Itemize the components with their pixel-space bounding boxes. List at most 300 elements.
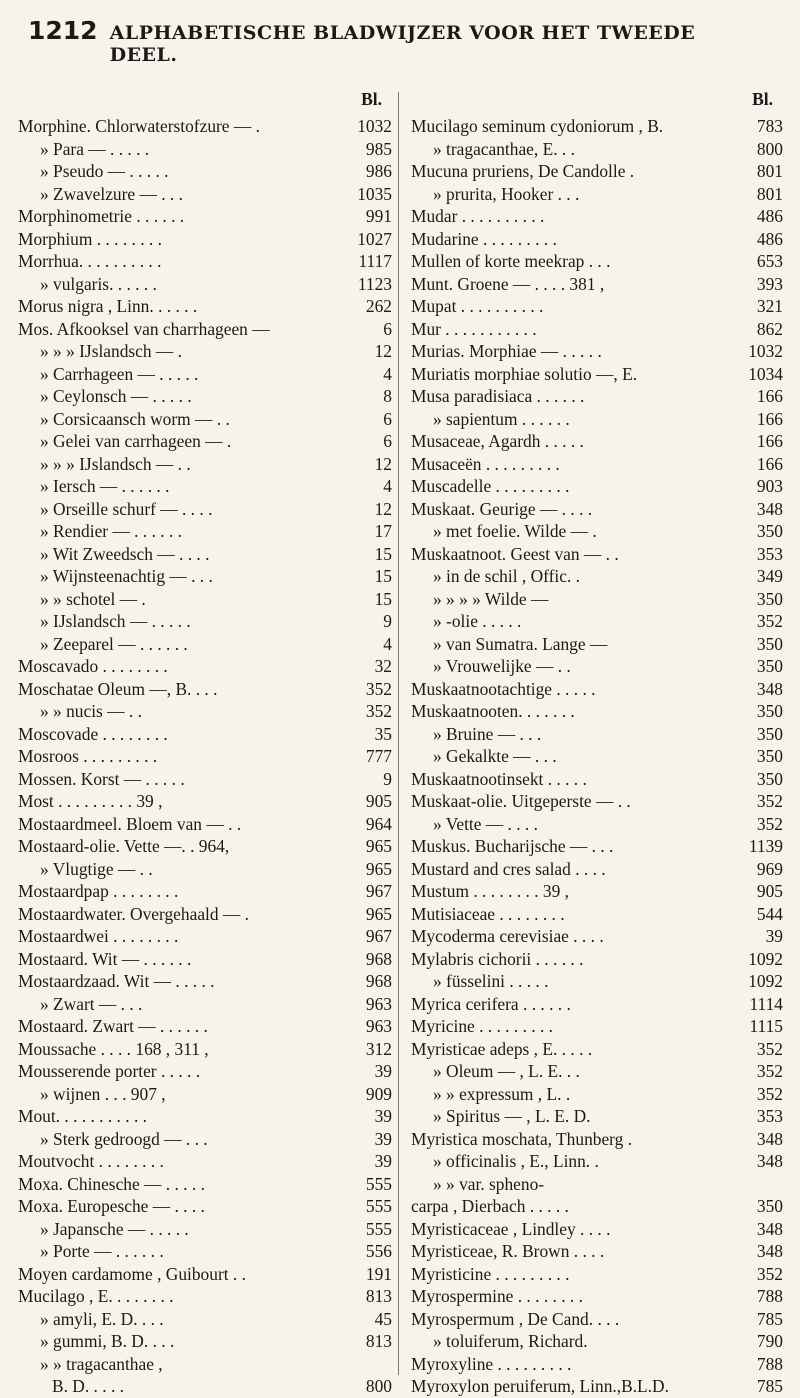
entry-page-number: 486 xyxy=(754,205,783,228)
entry-term: Mucilago seminum cydoniorum , B. xyxy=(411,116,664,136)
entry-page-number: 1032 xyxy=(354,115,392,138)
entry-term: » sapientum . . . . . . xyxy=(433,408,570,429)
entry-term: » vulgaris. . . . . . xyxy=(40,273,157,294)
entry-page-number: 6 xyxy=(380,318,392,341)
index-entry xyxy=(18,1353,392,1376)
index-entry xyxy=(18,858,392,881)
entry-term: Mustum . . . . . . . . 39 , xyxy=(411,881,569,901)
index-entry xyxy=(18,1173,392,1196)
entry-page-number: 191 xyxy=(363,1263,392,1286)
index-entry xyxy=(411,160,783,183)
entry-page-number: 39 xyxy=(763,925,783,948)
entry-term: » » » IJslandsch — . . xyxy=(40,453,191,474)
entry-term: Morus nigra , Linn. . . . . . xyxy=(18,296,198,316)
entry-term: Mylabris cichorii . . . . . . xyxy=(411,948,584,969)
entry-term: » Zeeparel — . . . . . . xyxy=(40,633,188,654)
column-heading xyxy=(18,89,392,115)
index-entry xyxy=(411,520,783,543)
entry-page-number: 486 xyxy=(754,228,783,251)
entry-term: » -olie . . . . . xyxy=(433,611,522,631)
index-entry xyxy=(18,610,392,633)
entry-page-number: 964 xyxy=(363,813,392,836)
entry-term: Moutvocht . . . . . . . . xyxy=(18,1151,164,1171)
entry-term: » Sterk gedroogd — . . . xyxy=(40,1128,208,1149)
entry-term: » Spiritus — , L. E. D. xyxy=(433,1106,591,1126)
index-entry xyxy=(18,633,392,656)
index-entry xyxy=(18,1308,392,1331)
entry-term: » Pseudo — . . . . . xyxy=(40,161,169,181)
index-entry xyxy=(18,1150,392,1173)
entry-page-number: 321 xyxy=(754,295,783,318)
entry-term: » » » » Wilde — xyxy=(433,588,549,609)
entry-term: Mudarine . . . . . . . . . xyxy=(411,228,557,249)
entry-page-number: 352 xyxy=(754,1060,783,1083)
entry-term: Myristicine . . . . . . . . . xyxy=(411,1263,570,1284)
entry-list xyxy=(411,115,783,1398)
entry-term: carpa , Dierbach . . . . . xyxy=(411,1196,569,1216)
entry-term: B. D. . . . . xyxy=(52,1376,124,1396)
entry-page-number: 6 xyxy=(380,430,392,453)
entry-term: » füsselini . . . . . xyxy=(433,971,549,991)
entry-page-number: 166 xyxy=(754,408,783,431)
index-entry xyxy=(411,1128,783,1151)
index-entry xyxy=(18,565,392,588)
entry-page-number: 800 xyxy=(754,138,783,161)
entry-page-number: 348 xyxy=(754,1150,783,1173)
index-entry xyxy=(18,475,392,498)
index-entry xyxy=(411,655,783,678)
index-entry xyxy=(18,970,392,993)
entry-term: » van Sumatra. Lange — xyxy=(433,633,608,654)
entry-term: Mostaardzaad. Wit — . . . . . xyxy=(18,971,215,991)
index-entry xyxy=(18,385,392,408)
entry-term: Morphium . . . . . . . . xyxy=(18,228,162,249)
entry-term: Mudar . . . . . . . . . . xyxy=(411,206,545,226)
entry-term: Musaceae, Agardh . . . . . xyxy=(411,431,584,451)
entry-term: Moschatae Oleum —, B. . . . xyxy=(18,678,218,699)
index-entry xyxy=(411,1038,783,1061)
index-entry xyxy=(18,340,392,363)
entry-page-number: 969 xyxy=(754,858,783,881)
entry-term: » Gelei van carrhageen — . xyxy=(40,431,232,451)
entry-page-number: 348 xyxy=(754,1240,783,1263)
index-entry xyxy=(18,183,392,206)
entry-term: Mossen. Korst — . . . . . xyxy=(18,768,185,789)
index-entry xyxy=(18,160,392,183)
index-entry xyxy=(411,970,783,993)
index-entry xyxy=(18,430,392,453)
index-entry xyxy=(18,408,392,431)
entry-term: » amyli, E. D. . . . xyxy=(40,1308,164,1329)
entry-term: » toluiferum, Richard. xyxy=(433,1331,588,1351)
entry-term: Muskaat-olie. Uitgeperste — . . xyxy=(411,791,631,811)
entry-page-number: 350 xyxy=(754,588,783,611)
entry-page-number: 985 xyxy=(363,138,392,161)
index-entry xyxy=(411,453,783,476)
entry-term: » Rendier — . . . . . . xyxy=(40,521,183,541)
entry-term: » Zwavelzure — . . . xyxy=(40,183,183,204)
entry-page-number: 862 xyxy=(754,318,783,341)
entry-page-number: 35 xyxy=(372,723,392,746)
entry-term: Moxa. Chinesche — . . . . . xyxy=(18,1173,205,1194)
index-entry xyxy=(411,1060,783,1083)
entry-page-number: 986 xyxy=(363,160,392,183)
index-entry xyxy=(18,1263,392,1286)
entry-term: Morphinometrie . . . . . . xyxy=(18,206,185,226)
index-entry xyxy=(18,835,392,858)
entry-term: » » var. spheno- xyxy=(433,1173,545,1194)
index-entry xyxy=(411,183,783,206)
entry-term: » » » IJslandsch — . xyxy=(40,341,183,361)
entry-term: » Wit Zweedsch — . . . . xyxy=(40,543,210,564)
index-entry xyxy=(18,745,392,768)
entry-page-number: 352 xyxy=(754,813,783,836)
index-entry xyxy=(411,1285,783,1308)
index-entry xyxy=(411,1330,783,1353)
index-entry xyxy=(18,678,392,701)
entry-page-number: 352 xyxy=(754,1263,783,1286)
entry-term: » Para — . . . . . xyxy=(40,138,150,159)
entry-page-number: 352 xyxy=(754,790,783,813)
index-entry xyxy=(411,813,783,836)
entry-page-number: 801 xyxy=(754,160,783,183)
index-entry xyxy=(411,700,783,723)
entry-term: Mostaardmeel. Bloem van — . . xyxy=(18,813,242,834)
entry-page-number: 350 xyxy=(754,723,783,746)
entry-term: Mostaardwei . . . . . . . . xyxy=(18,926,179,946)
entry-page-number: 1123 xyxy=(355,273,392,296)
entry-term: » Ceylonsch — . . . . . xyxy=(40,386,192,406)
index-entry xyxy=(18,880,392,903)
entry-term: » prurita, Hooker . . . xyxy=(433,183,580,204)
index-entry xyxy=(18,228,392,251)
entry-page-number: 909 xyxy=(363,1083,392,1106)
index-entry xyxy=(18,1083,392,1106)
entry-term: » tragacanthae, E. . . xyxy=(433,138,575,159)
entry-page-number: 12 xyxy=(372,498,392,521)
index-entry xyxy=(18,1330,392,1353)
index-entry xyxy=(18,1218,392,1241)
index-entry xyxy=(18,723,392,746)
index-entry xyxy=(411,993,783,1016)
entry-page-number: 1032 xyxy=(745,340,783,363)
entry-term: Muskus. Bucharijsche — . . . xyxy=(411,836,614,856)
index-entry xyxy=(18,1128,392,1151)
entry-term: Mostaardpap . . . . . . . . xyxy=(18,881,179,901)
entry-term: Myrospermum , De Cand. . . . xyxy=(411,1308,620,1329)
index-entry xyxy=(18,588,392,611)
index-entry xyxy=(411,1105,783,1128)
index-entry xyxy=(411,1015,783,1038)
entry-term: » Bruine — . . . xyxy=(433,723,542,744)
index-entry xyxy=(411,475,783,498)
entry-page-number: 903 xyxy=(754,475,783,498)
entry-page-number: 1139 xyxy=(746,835,783,858)
index-entry xyxy=(18,1038,392,1061)
index-entry xyxy=(18,813,392,836)
entry-page-number: 963 xyxy=(363,1015,392,1038)
entry-page-number: 905 xyxy=(363,790,392,813)
entry-term: Myristicaceae , Lindley . . . . xyxy=(411,1218,611,1239)
entry-term: Mostaard-olie. Vette —. . 964, xyxy=(18,836,230,856)
index-entry xyxy=(411,1353,783,1376)
index-entry xyxy=(18,1375,392,1398)
entry-page-number: 1115 xyxy=(747,1015,784,1038)
entry-page-number: 350 xyxy=(754,768,783,791)
entry-term: Muriatis morphiae solutio —, E. xyxy=(411,363,638,384)
entry-term: Myristiceae, R. Brown . . . . xyxy=(411,1241,605,1261)
index-entry xyxy=(18,273,392,296)
entry-page-number: 350 xyxy=(754,520,783,543)
entry-term: Mostaardwater. Overgehaald — . xyxy=(18,903,249,924)
entry-term: » Zwart — . . . xyxy=(40,993,143,1014)
entry-term: Myrica cerifera . . . . . . xyxy=(411,993,571,1014)
entry-page-number: 1092 xyxy=(745,970,783,993)
entry-page-number: 4 xyxy=(380,363,392,386)
index-entry xyxy=(411,1150,783,1173)
index-entry xyxy=(411,228,783,251)
index-entry xyxy=(411,363,783,386)
entry-page-number: 350 xyxy=(754,633,783,656)
index-entry xyxy=(411,430,783,453)
entry-page-number: 352 xyxy=(363,700,392,723)
column-divider xyxy=(398,92,399,1375)
index-entry xyxy=(411,588,783,611)
index-column-right xyxy=(411,89,783,1398)
index-entry xyxy=(18,115,392,138)
entry-term: Myroxyline . . . . . . . . . xyxy=(411,1353,572,1374)
index-entry xyxy=(18,1105,392,1128)
entry-term: » Vette — . . . . xyxy=(433,813,538,834)
entry-term: » Oleum — , L. E. . . xyxy=(433,1061,580,1081)
entry-term: Mucuna pruriens, De Candolle . xyxy=(411,161,635,181)
entry-page-number: 1114 xyxy=(747,993,784,1016)
index-entry xyxy=(411,1240,783,1263)
index-entry xyxy=(411,768,783,791)
index-entry xyxy=(411,1083,783,1106)
index-entry xyxy=(411,948,783,971)
entry-term: » Vrouwelijke — . . xyxy=(433,656,571,676)
entry-page-number: 1035 xyxy=(354,183,392,206)
entry-term: » Porte — . . . . . . xyxy=(40,1241,164,1261)
index-entry xyxy=(18,1195,392,1218)
index-entry xyxy=(411,745,783,768)
index-entry xyxy=(411,205,783,228)
entry-term: » gummi, B. D. . . . xyxy=(40,1331,175,1351)
index-entry xyxy=(18,520,392,543)
index-entry xyxy=(18,250,392,273)
running-title: ALPHABETISCHE BLADWIJZER VOOR HET TWEEDE DEEL. xyxy=(109,22,696,66)
entry-page-number: 1034 xyxy=(745,363,783,386)
index-entry xyxy=(18,363,392,386)
entry-term: » wijnen . . . 907 , xyxy=(40,1083,166,1104)
entry-page-number: 965 xyxy=(363,858,392,881)
entry-page-number: 348 xyxy=(754,498,783,521)
entry-term: Muskaatnoot. Geest van — . . xyxy=(411,543,619,564)
entry-term: » in de schil , Offic. . xyxy=(433,566,580,586)
entry-page-number: 262 xyxy=(363,295,392,318)
entry-page-number: 349 xyxy=(754,565,783,588)
entry-term: Musaceën . . . . . . . . . xyxy=(411,453,560,474)
index-entry xyxy=(18,318,392,341)
entry-term: Muskaat. Geurige — . . . . xyxy=(411,498,593,519)
page-number: 1212 xyxy=(28,16,98,45)
entry-page-number: 352 xyxy=(363,678,392,701)
index-entry xyxy=(411,633,783,656)
index-entry xyxy=(411,408,783,431)
index-entry xyxy=(18,295,392,318)
entry-term: Mout. . . . . . . . . . . xyxy=(18,1106,147,1126)
entry-term: Morrhua. . . . . . . . . . xyxy=(18,251,162,271)
entry-page-number: 350 xyxy=(754,745,783,768)
page-column-label: Bl. xyxy=(752,89,773,109)
entry-term: » Carrhageen — . . . . . xyxy=(40,363,199,384)
index-entry xyxy=(411,318,783,341)
entry-term: Muskaatnootinsekt . . . . . xyxy=(411,768,587,789)
entry-page-number: 32 xyxy=(372,655,392,678)
column-heading xyxy=(411,89,783,115)
index-entry xyxy=(18,205,392,228)
index-entry xyxy=(411,115,783,138)
index-entry xyxy=(411,1308,783,1331)
entry-page-number: 1027 xyxy=(354,228,392,251)
entry-page-number: 9 xyxy=(380,610,392,633)
entry-page-number: 12 xyxy=(372,340,392,363)
entry-page-number: 393 xyxy=(754,273,783,296)
entry-page-number: 15 xyxy=(372,588,392,611)
index-entry xyxy=(411,1218,783,1241)
index-entry xyxy=(18,1285,392,1308)
index-entry xyxy=(18,790,392,813)
entry-page-number: 777 xyxy=(363,745,392,768)
entry-page-number: 15 xyxy=(372,565,392,588)
index-entry xyxy=(18,1060,392,1083)
entry-term: » Wijnsteenachtig — . . . xyxy=(40,566,213,586)
index-entry xyxy=(411,1195,783,1218)
index-entry xyxy=(18,1240,392,1263)
entry-page-number: 544 xyxy=(754,903,783,926)
entry-page-number: 788 xyxy=(754,1285,783,1308)
entry-term: Moussache . . . . 168 , 311 , xyxy=(18,1038,209,1059)
entry-term: » Corsicaansch worm — . . xyxy=(40,408,230,429)
index-entry xyxy=(411,925,783,948)
entry-page-number: 4 xyxy=(380,475,392,498)
index-entry xyxy=(411,880,783,903)
entry-page-number: 348 xyxy=(754,1218,783,1241)
entry-term: » Orseille schurf — . . . . xyxy=(40,498,213,519)
index-entry xyxy=(411,903,783,926)
entry-page-number: 45 xyxy=(372,1308,392,1331)
index-entry xyxy=(18,453,392,476)
entry-term: Mycoderma cerevisiae . . . . xyxy=(411,926,604,946)
entry-page-number: 905 xyxy=(754,880,783,903)
entry-term: Moscovade . . . . . . . . xyxy=(18,723,168,744)
entry-page-number: 653 xyxy=(754,250,783,273)
index-entry xyxy=(411,498,783,521)
entry-page-number: 555 xyxy=(363,1173,392,1196)
entry-term: Myrospermine . . . . . . . . xyxy=(411,1286,583,1306)
entry-term: » » nucis — . . xyxy=(40,701,142,721)
index-entry xyxy=(18,993,392,1016)
entry-page-number: 965 xyxy=(363,903,392,926)
index-entry xyxy=(18,138,392,161)
entry-page-number: 17 xyxy=(372,520,392,543)
entry-page-number: 39 xyxy=(372,1105,392,1128)
entry-page-number: 39 xyxy=(372,1060,392,1083)
index-entry xyxy=(18,543,392,566)
entry-term: » Japansche — . . . . . xyxy=(40,1218,189,1239)
entry-page-number: 965 xyxy=(363,835,392,858)
index-entry xyxy=(411,295,783,318)
entry-term: Musa paradisiaca . . . . . . xyxy=(411,386,585,406)
entry-term: » met foelie. Wilde — . xyxy=(433,521,597,541)
entry-term: Mustard and cres salad . . . . xyxy=(411,858,606,879)
entry-term: Mos. Afkooksel van charrhageen — xyxy=(18,318,270,339)
entry-term: Myristica moschata, Thunberg . xyxy=(411,1128,633,1149)
index-entry xyxy=(411,723,783,746)
index-entry xyxy=(18,700,392,723)
entry-term: » Vlugtige — . . xyxy=(40,858,153,879)
index-entry xyxy=(411,1375,783,1398)
entry-page-number: 6 xyxy=(380,408,392,431)
index-column-left xyxy=(18,89,392,1398)
entry-term: » Iersch — . . . . . . xyxy=(40,476,170,496)
entry-page-number: 39 xyxy=(372,1150,392,1173)
entry-term: Myristicae adeps , E. . . . . xyxy=(411,1038,593,1059)
index-entry xyxy=(411,138,783,161)
entry-term: Mostaard. Zwart — . . . . . . xyxy=(18,1016,208,1036)
entry-term: Munt. Groene — . . . . 381 , xyxy=(411,273,605,294)
entry-term: » IJslandsch — . . . . . xyxy=(40,611,191,631)
entry-term: » Gekalkte — . . . xyxy=(433,746,557,766)
entry-page-number: 783 xyxy=(754,115,783,138)
entry-page-number: 350 xyxy=(754,655,783,678)
entry-page-number: 352 xyxy=(754,1038,783,1061)
index-entry xyxy=(411,543,783,566)
entry-page-number: 785 xyxy=(754,1375,783,1398)
entry-term: » officinalis , E., Linn. . xyxy=(433,1151,599,1171)
index-entry xyxy=(18,1015,392,1038)
entry-list xyxy=(18,115,392,1398)
entry-page-number: 1117 xyxy=(356,250,393,273)
entry-term: Most . . . . . . . . . 39 , xyxy=(18,791,163,811)
entry-page-number: 813 xyxy=(363,1285,392,1308)
entry-term: Mutisiaceae . . . . . . . . xyxy=(411,903,565,924)
entry-page-number: 350 xyxy=(754,700,783,723)
entry-page-number: 353 xyxy=(754,1105,783,1128)
entry-page-number: 12 xyxy=(372,453,392,476)
entry-page-number: 348 xyxy=(754,678,783,701)
index-entry xyxy=(18,903,392,926)
index-entry xyxy=(411,385,783,408)
entry-page-number: 967 xyxy=(363,925,392,948)
entry-page-number: 813 xyxy=(363,1330,392,1353)
entry-term: Myroxylon peruiferum, Linn.,B.L.D. xyxy=(411,1376,669,1396)
entry-page-number: 788 xyxy=(754,1353,783,1376)
index-entry xyxy=(18,925,392,948)
entry-term: » » tragacanthae , xyxy=(40,1353,163,1374)
entry-term: Mur . . . . . . . . . . . xyxy=(411,318,537,339)
index-entry xyxy=(18,498,392,521)
entry-term: Mupat . . . . . . . . . . xyxy=(411,296,544,316)
index-entry xyxy=(411,1173,783,1196)
entry-term: » » expressum , L. . xyxy=(433,1083,571,1104)
entry-term: Moxa. Europesche — . . . . xyxy=(18,1196,205,1216)
entry-page-number: 785 xyxy=(754,1308,783,1331)
index-entry xyxy=(411,610,783,633)
entry-page-number: 967 xyxy=(363,880,392,903)
entry-page-number: 556 xyxy=(363,1240,392,1263)
